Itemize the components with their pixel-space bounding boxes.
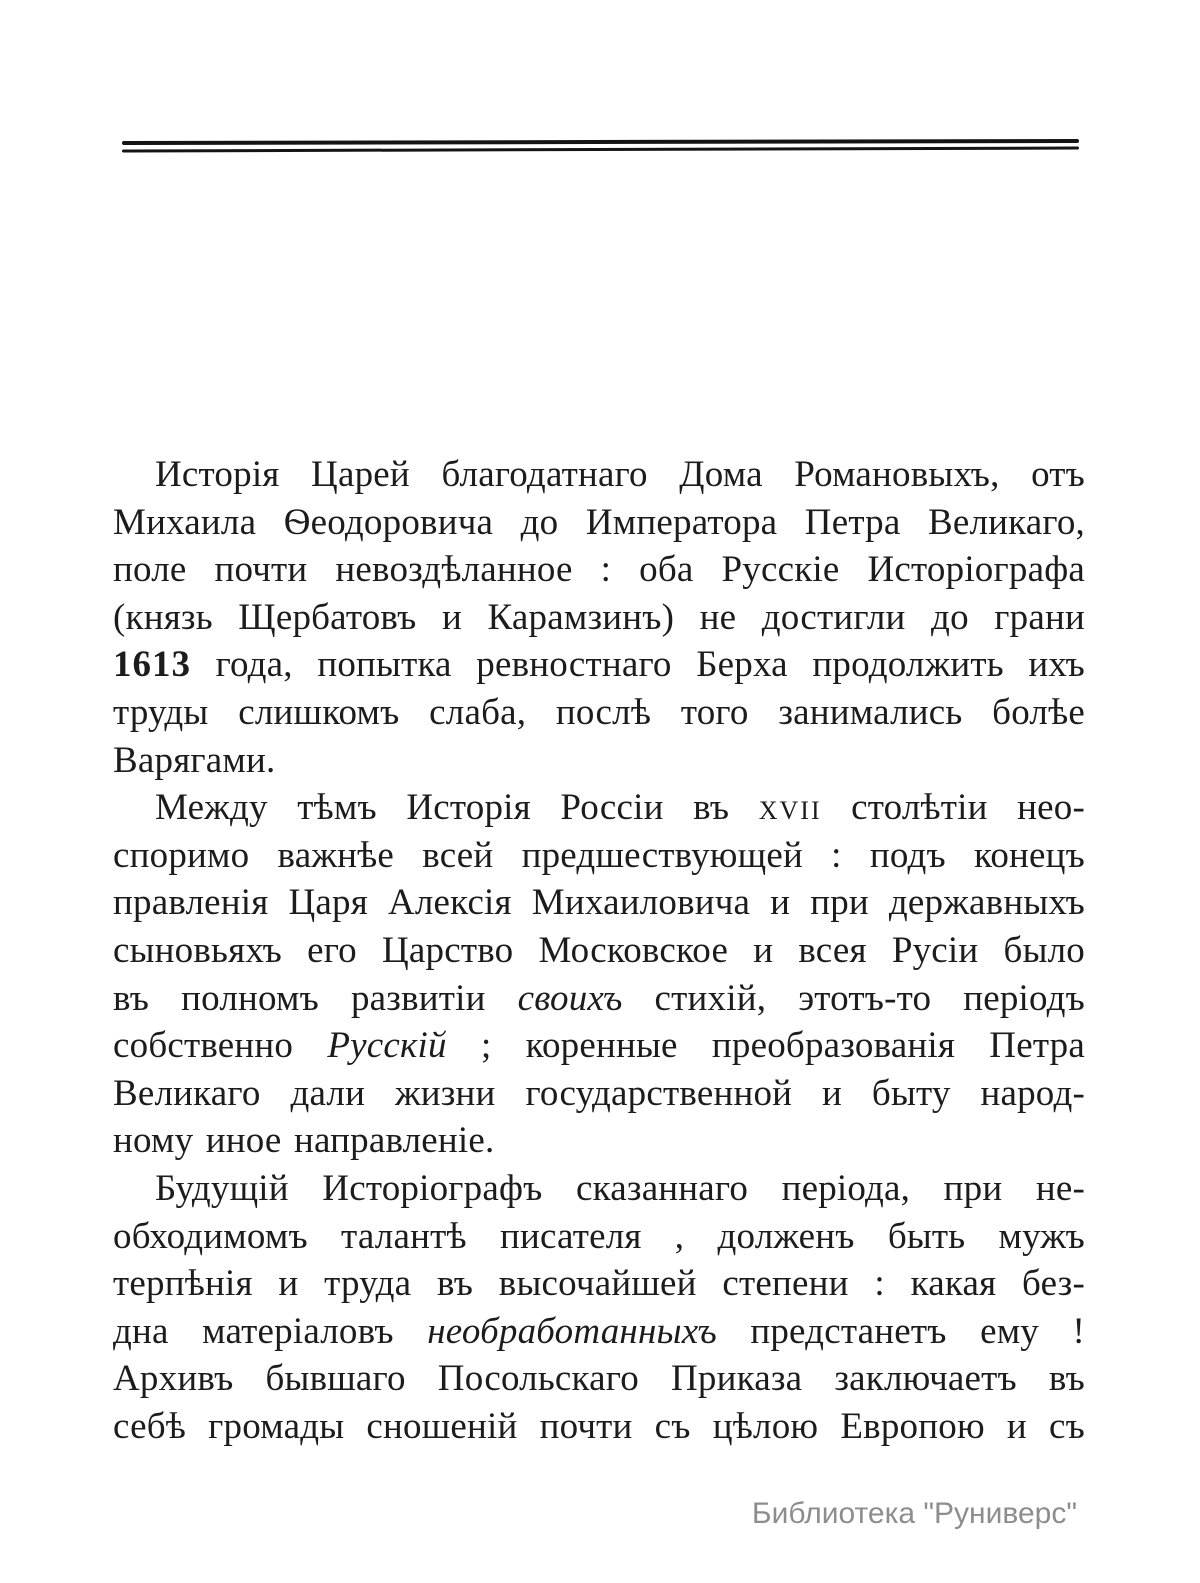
text-segment: ному иное направленіе. bbox=[113, 1120, 495, 1162]
text-segment: Архивъ бывшаго Посольскаго Приказа заключаетъ въ bbox=[113, 1358, 1085, 1400]
text-segment: Между тѣмъ Исторія Россіи въ bbox=[155, 787, 759, 829]
text-segment: Великаго дали жизни государственной и быту народ- bbox=[113, 1072, 1085, 1114]
text-segment: поле почти невоздѣланное : оба Русскіе Исторіографа bbox=[113, 549, 1085, 591]
text-segment: въ полномъ развитіи bbox=[113, 977, 518, 1019]
text-line bbox=[113, 975, 1085, 1023]
text-segment: собственно bbox=[113, 1025, 328, 1067]
text-segment: терпѣнія и труда въ высочайшей степени : какая без- bbox=[113, 1263, 1085, 1305]
text-line bbox=[113, 641, 1085, 689]
italic-text-segment: Русскій bbox=[327, 1025, 447, 1067]
text-line bbox=[113, 1260, 1085, 1308]
roman-numeral-text: xvii bbox=[758, 787, 822, 829]
text-line bbox=[113, 1165, 1085, 1213]
text-line bbox=[113, 784, 1085, 832]
text-line bbox=[113, 1070, 1085, 1118]
text-segment: дна матеріаловъ bbox=[113, 1310, 428, 1352]
text-segment: Будущій Исторіографъ сказаннаго періода, при не- bbox=[155, 1167, 1085, 1209]
text-line bbox=[113, 594, 1085, 642]
text-line bbox=[113, 1308, 1085, 1356]
text-segment: обходимомъ талантѣ писателя , долженъ быть мужъ bbox=[113, 1215, 1085, 1257]
text-line bbox=[113, 1213, 1085, 1261]
italic-text-segment: необработанныхъ bbox=[427, 1310, 717, 1352]
text-line bbox=[113, 1355, 1085, 1403]
text-segment: Исторія Царей благодатнаго Дома Романовыхъ, отъ bbox=[155, 454, 1085, 495]
head-rule-upper-line bbox=[122, 139, 1079, 145]
text-segment: себѣ громады сношеній почти съ цѣлою Европою и съ bbox=[113, 1405, 1085, 1447]
library-watermark: Библиотека "Руниверс" bbox=[751, 1497, 1077, 1530]
text-segment: споримо важнѣе всей предшествующей : подъ конецъ bbox=[113, 834, 1085, 876]
page-text-block bbox=[113, 451, 1085, 1450]
text-segment: (князь Щербатовъ и Карамзинъ) не достигли до грани bbox=[113, 596, 1085, 638]
text-line bbox=[113, 737, 1085, 785]
text-line bbox=[113, 1022, 1085, 1070]
text-segment: Михаила Ѳеодоровича до Императора Петра Великаго, bbox=[113, 501, 1085, 543]
text-line bbox=[113, 1117, 1085, 1165]
bold-year-text: 1613 bbox=[113, 644, 191, 686]
text-line bbox=[113, 451, 1085, 499]
italic-text-segment: своихъ bbox=[517, 977, 623, 1019]
text-segment: столѣтіи нео- bbox=[821, 787, 1086, 829]
text-segment: ; коренные преобразованія Петра bbox=[446, 1025, 1085, 1067]
text-line bbox=[113, 499, 1085, 547]
text-segment: Варягами. bbox=[113, 739, 276, 781]
text-line bbox=[113, 832, 1085, 880]
head-rule bbox=[122, 140, 1079, 151]
text-line bbox=[113, 689, 1085, 737]
text-line bbox=[113, 927, 1085, 975]
text-segment: стихій, этотъ-то періодъ bbox=[622, 977, 1085, 1019]
text-line bbox=[113, 546, 1085, 594]
text-segment: года, попытка ревностнаго Берха продолжить ихъ bbox=[191, 644, 1085, 686]
text-segment: труды слишкомъ слаба, послѣ того занимались болѣе bbox=[113, 691, 1085, 733]
text-line bbox=[113, 1403, 1085, 1451]
text-segment: предстанетъ ему ! bbox=[716, 1310, 1085, 1352]
text-segment: правленія Царя Алексія Михаиловича и при державныхъ bbox=[113, 882, 1085, 924]
head-rule-lower-line bbox=[122, 146, 1079, 152]
text-segment: сыновьяхъ его Царство Московское и всея Русіи было bbox=[113, 929, 1085, 971]
text-line bbox=[113, 879, 1085, 927]
